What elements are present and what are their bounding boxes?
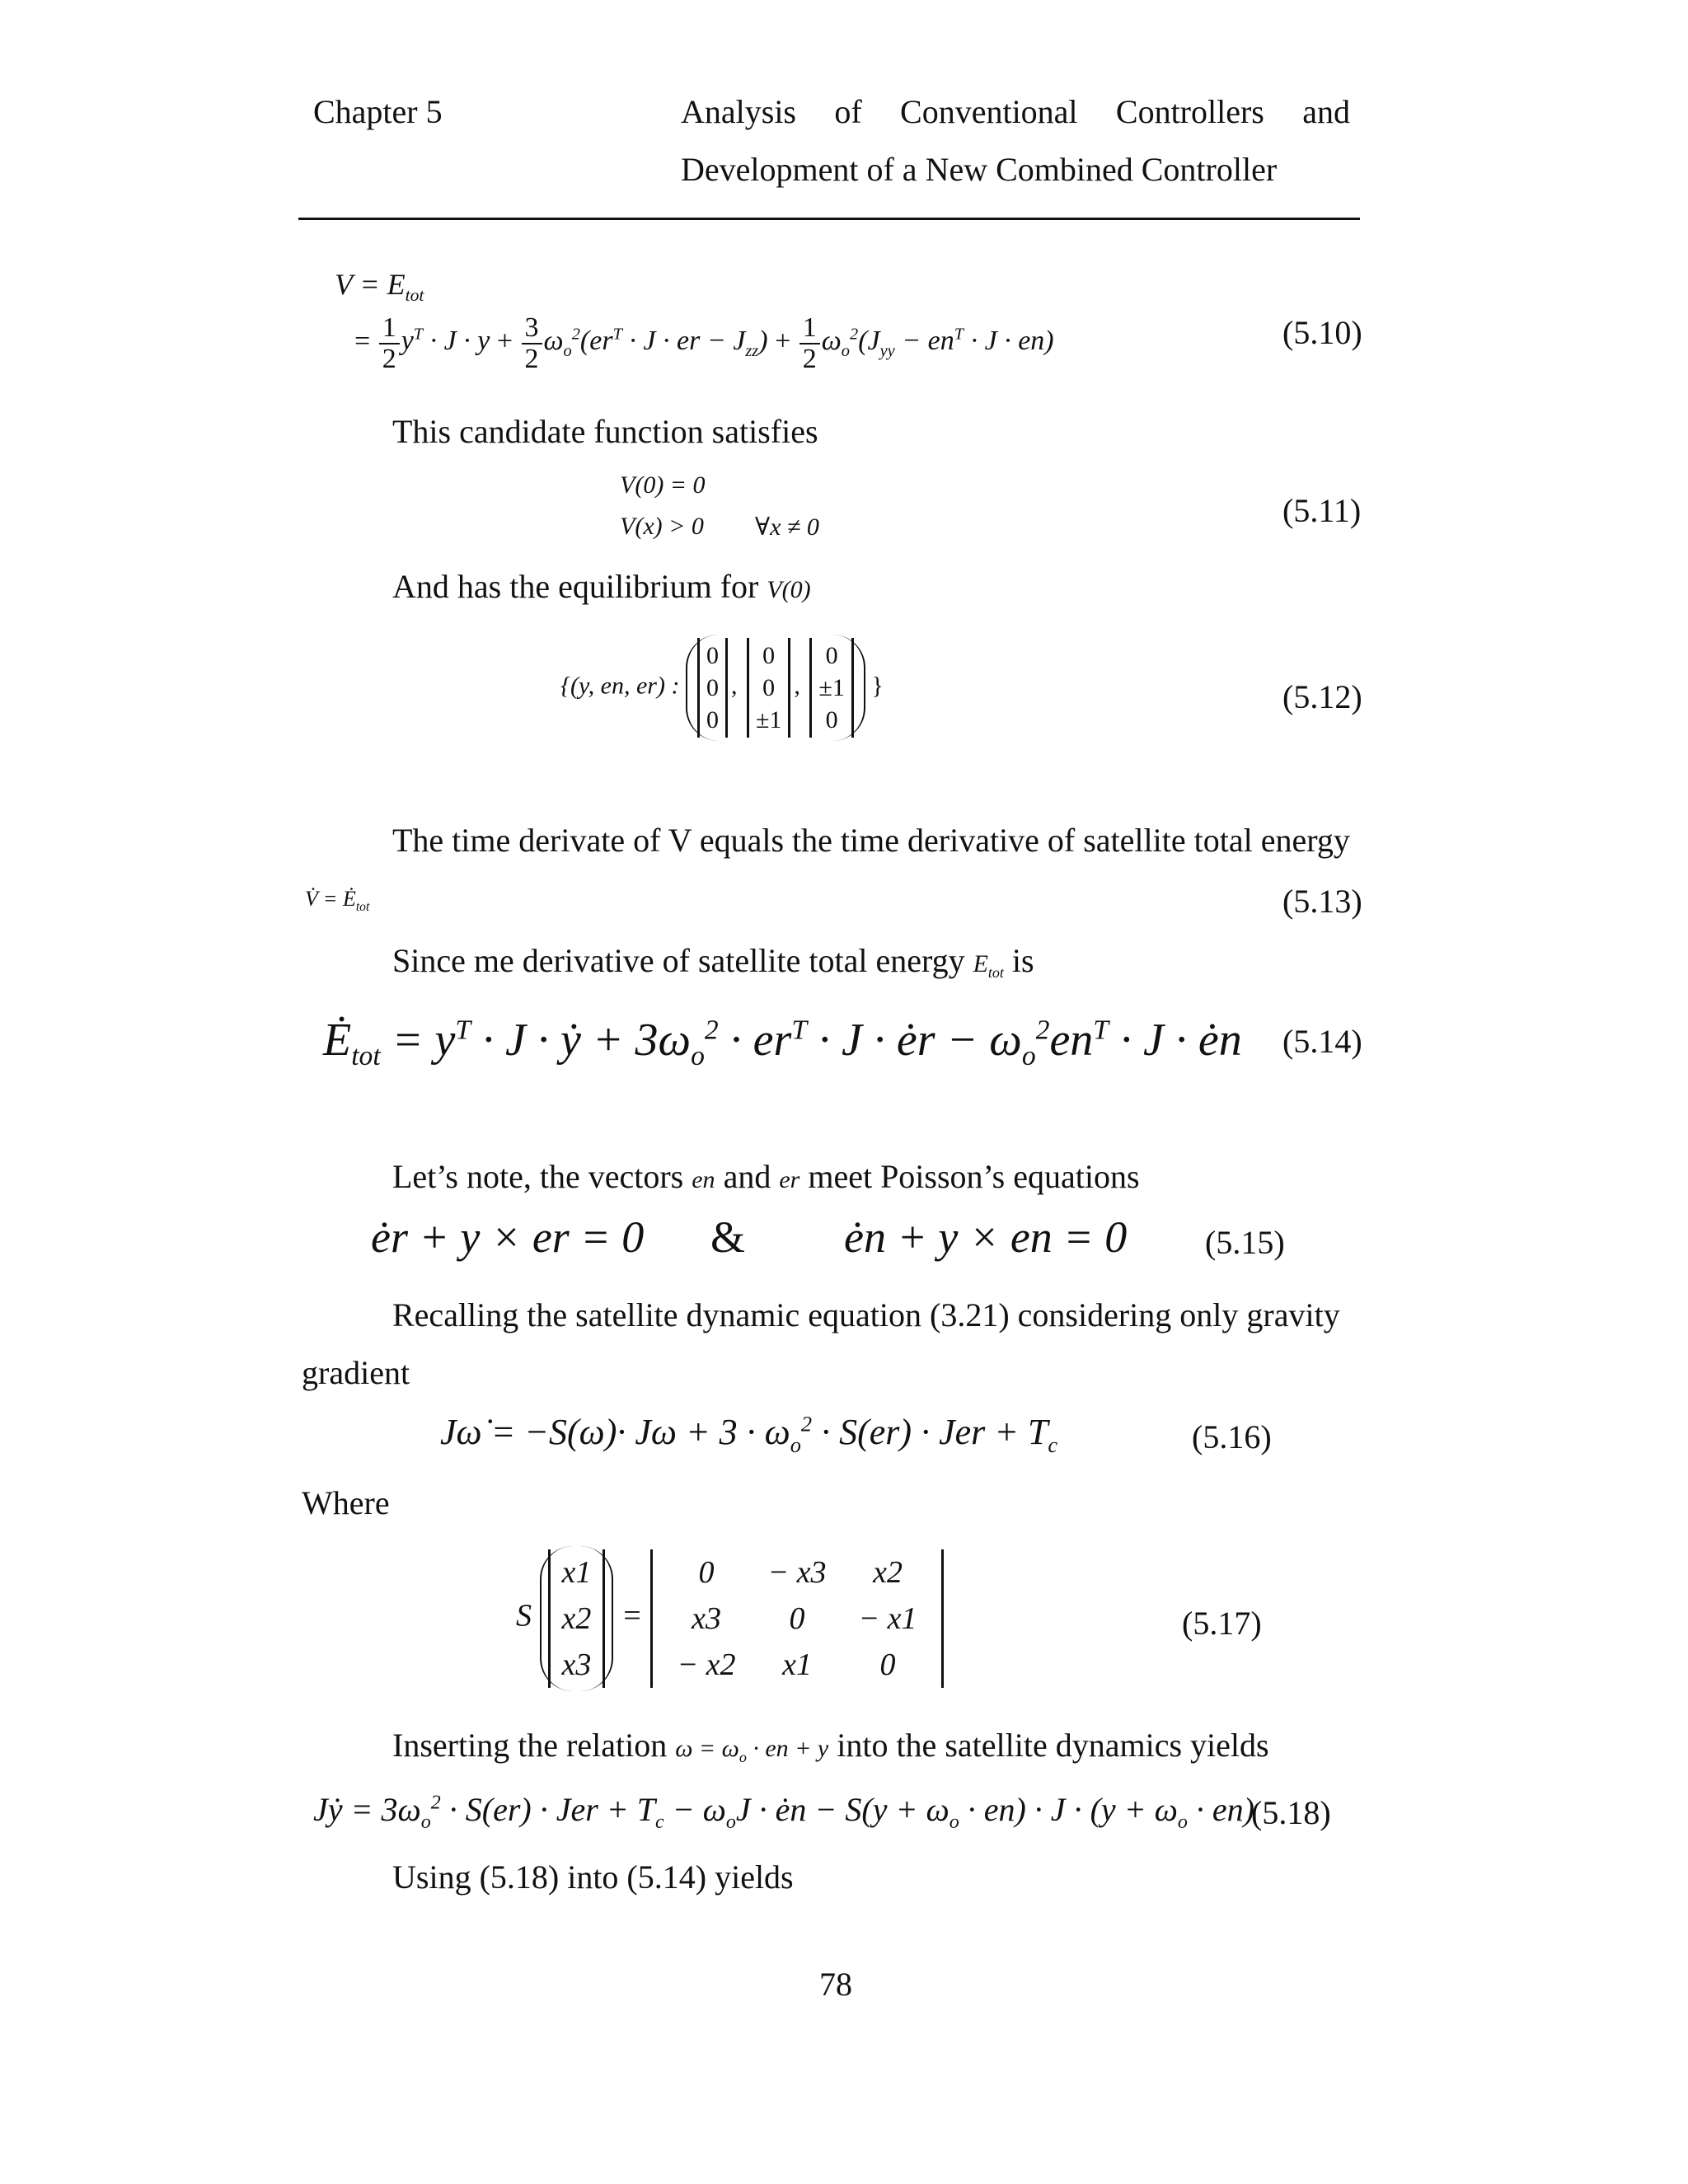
eq-5-15-left: ėr + y × er = 0 — [371, 1212, 645, 1262]
eq-5-11-number: (5.11) — [1282, 492, 1362, 529]
eq-5-18-number: (5.18) — [1251, 1794, 1331, 1831]
eq-5-16: Jω̇ = $-S(\omega)\cdot J\omega + 3 \cdot \omega_o^2 \cdot S(er)$ · Jer + $T_c$ — [440, 1411, 1058, 1457]
header-word: Analysis — [681, 93, 796, 130]
paragraph: The time derivate of V equals the time derivative of satellite total energy — [392, 822, 1350, 859]
eq-5-15-right: ėn + y × en = 0 — [844, 1212, 1128, 1262]
eq-5-15-number: (5.15) — [1205, 1224, 1285, 1261]
eq-5-17-number: (5.17) — [1182, 1605, 1262, 1642]
paragraph: gradient — [302, 1354, 410, 1391]
page-number: 78 — [819, 1966, 852, 2003]
paragraph: Since me derivative of satellite total energy $E_{tot}$ is — [392, 942, 1034, 981]
header-title-line2: Development of a New Combined Controller — [681, 151, 1278, 188]
eq-5-13: V̇ = $Ė_{tot}$ — [305, 887, 370, 915]
paragraph: Recalling the satellite dynamic equation (3.21) considering only gravity — [392, 1296, 1340, 1333]
eq-5-14-number: (5.14) — [1282, 1023, 1362, 1060]
paragraph: And has the equilibrium for V(0) — [392, 568, 811, 605]
vector: 0 0 0 — [697, 638, 728, 738]
eq-5-10-line2: = $\frac{1}{2}$ $y^T \cdot J \cdot y$ + $\frac{3}{2}$ $\omega_o^2(er^T \cdot J$ · er − $J_{zz}$) + $\frac{1}{2}$ $\omega_o^2(J_{yy} - en^T \cdot J \cdot en)$ — [354, 312, 1054, 374]
vector: x1 x2 x3 — [548, 1549, 606, 1688]
eq-5-14: $Ė_{tot} = y^T \cdot J$ · ẏ + $3\omega_o^2 \cdot er^T \cdot J$ · ėr − $\omega_o^2en^T \cdot J$ · ėn — [323, 1015, 1242, 1072]
vector: 0 0 ±1 — [747, 638, 790, 738]
paragraph: Inserting the relation $\omega = \omega_o$ · en + y into the satellite dynamics yields — [392, 1727, 1269, 1765]
eq-5-16-number: (5.16) — [1192, 1418, 1272, 1455]
vector: 0 ±1 0 — [809, 638, 853, 738]
header-rule — [298, 218, 1360, 220]
paragraph: Let’s note, the vectors en and er meet Poisson’s equations — [392, 1158, 1140, 1195]
eq-5-12: {(y, en, er) : 0 0 0 , 0 0 ±1 , 0 ±1 0 } — [560, 635, 884, 741]
eq-5-17: S x1 x2 x3 = 0 − x3 x2 x3 0 − x1 − x2 x1 0 — [516, 1546, 944, 1691]
skew-matrix: 0 − x3 x2 x3 0 − x1 − x2 x1 0 — [650, 1549, 944, 1688]
eq-5-10-line1: $V = E_{tot}$ — [335, 268, 424, 306]
paragraph: Where — [302, 1484, 390, 1521]
paragraph: Using (5.18) into (5.14) yields — [392, 1858, 794, 1896]
eq-5-11-line2: V(x) > 0 — [620, 513, 704, 540]
header-word: of — [834, 93, 862, 130]
eq-5-11-line1: V(0) = 0 — [620, 471, 706, 499]
header-word: Controllers — [1115, 93, 1264, 130]
header-word: Conventional — [900, 93, 1078, 130]
eq-5-15-ampersand: & — [710, 1212, 746, 1262]
header-word: and — [1302, 93, 1350, 130]
eq-5-11-condition: ∀x ≠ 0 — [755, 513, 819, 541]
header-title-line1 — [681, 92, 1350, 131]
eq-5-10-number: (5.10) — [1282, 314, 1362, 351]
chapter-label: Chapter 5 — [313, 93, 443, 130]
paragraph: This candidate function satisfies — [392, 413, 818, 450]
eq-5-12-number: (5.12) — [1282, 678, 1362, 715]
eq-5-13-number: (5.13) — [1282, 883, 1362, 920]
eq-5-18: Jẏ = $3\omega_o^2 \cdot S(er)$ · Jer + $T_c - \omega_oJ$ · ėn − $S(y + \omega_o \cdot en) \cdot J \cdot (y + \omega_o \cdot en)$ — [313, 1791, 1254, 1833]
